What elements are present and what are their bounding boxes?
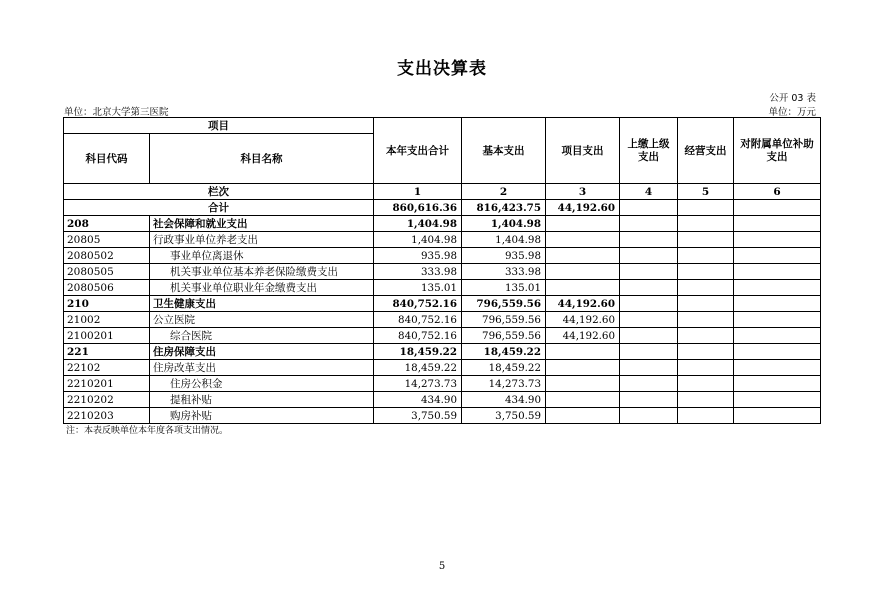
table-row (64, 328, 821, 344)
footnote: 注：本表反映单位本年度各项支出情况。 (66, 426, 229, 436)
row-name: 提租补贴 (150, 392, 374, 408)
expenditure-table (63, 117, 821, 424)
row-subsidy (734, 248, 821, 264)
row-name: 机关事业单位基本养老保险缴费支出 (150, 264, 374, 280)
row-basic: 434.90 (462, 392, 546, 408)
column-number: 4 (620, 184, 678, 200)
row-code: 210 (64, 296, 150, 312)
row-code: 2080505 (64, 264, 150, 280)
header-code: 科目代码 (64, 134, 150, 184)
row-basic: 135.01 (462, 280, 546, 296)
row-name: 住房保障支出 (150, 344, 374, 360)
row-upper (620, 232, 678, 248)
table-row (64, 216, 821, 232)
table-row (64, 280, 821, 296)
row-basic: 796,559.56 (462, 328, 546, 344)
page-title: 支出决算表 (397, 59, 487, 79)
row-subsidy (734, 312, 821, 328)
table-row (64, 264, 821, 280)
row-name: 购房补贴 (150, 408, 374, 424)
row-total: 135.01 (374, 280, 462, 296)
header-project: 项目支出 (546, 118, 620, 184)
row-subsidy (734, 408, 821, 424)
column-number: 2 (462, 184, 546, 200)
row-code: 21002 (64, 312, 150, 328)
row-upper (620, 360, 678, 376)
row-basic: 796,559.56 (462, 312, 546, 328)
total-upper (620, 200, 678, 216)
row-code: 22102 (64, 360, 150, 376)
row-total: 840,752.16 (374, 328, 462, 344)
row-business (678, 248, 734, 264)
row-code: 2210202 (64, 392, 150, 408)
column-number: 1 (374, 184, 462, 200)
row-basic: 18,459.22 (462, 360, 546, 376)
currency-unit: 单位：万元 (768, 107, 816, 118)
row-basic: 18,459.22 (462, 344, 546, 360)
column-number: 6 (734, 184, 821, 200)
row-subsidy (734, 296, 821, 312)
row-name: 住房改革支出 (150, 360, 374, 376)
row-total: 14,273.73 (374, 376, 462, 392)
table-code: 公开 03 表 (769, 93, 816, 104)
row-upper (620, 248, 678, 264)
row-total: 935.98 (374, 248, 462, 264)
row-project (546, 248, 620, 264)
total-row (64, 200, 821, 216)
row-basic: 935.98 (462, 248, 546, 264)
row-code: 20805 (64, 232, 150, 248)
row-business (678, 360, 734, 376)
row-total: 3,750.59 (374, 408, 462, 424)
page-number: 5 (438, 561, 446, 572)
total-business (678, 200, 734, 216)
row-name: 公立医院 (150, 312, 374, 328)
row-code: 2080506 (64, 280, 150, 296)
total-label: 合计 (64, 200, 374, 216)
row-code: 2210203 (64, 408, 150, 424)
row-project (546, 216, 620, 232)
row-business (678, 296, 734, 312)
row-total: 18,459.22 (374, 360, 462, 376)
header-upper: 上缴上级支出 (620, 118, 678, 184)
total-amount: 860,616.36 (374, 200, 462, 216)
row-upper (620, 408, 678, 424)
row-total: 840,752.16 (374, 312, 462, 328)
row-basic: 1,404.98 (462, 232, 546, 248)
table-row (64, 312, 821, 328)
row-subsidy (734, 376, 821, 392)
row-code: 221 (64, 344, 150, 360)
row-code: 2210201 (64, 376, 150, 392)
header-total: 本年支出合计 (374, 118, 462, 184)
row-subsidy (734, 232, 821, 248)
table-row (64, 376, 821, 392)
row-project (546, 376, 620, 392)
total-project: 44,192.60 (546, 200, 620, 216)
row-basic: 14,273.73 (462, 376, 546, 392)
row-subsidy (734, 360, 821, 376)
row-upper (620, 264, 678, 280)
table-row (64, 360, 821, 376)
column-number: 3 (546, 184, 620, 200)
total-basic: 816,423.75 (462, 200, 546, 216)
row-code: 2100201 (64, 328, 150, 344)
row-total: 333.98 (374, 264, 462, 280)
row-business (678, 392, 734, 408)
row-business (678, 216, 734, 232)
row-project (546, 360, 620, 376)
table-row (64, 392, 821, 408)
row-total: 840,752.16 (374, 296, 462, 312)
row-project (546, 344, 620, 360)
row-code: 208 (64, 216, 150, 232)
row-subsidy (734, 216, 821, 232)
row-name: 住房公积金 (150, 376, 374, 392)
row-upper (620, 344, 678, 360)
reporting-unit: 单位：北京大学第三医院 (64, 107, 169, 118)
header-basic: 基本支出 (462, 118, 546, 184)
row-project (546, 264, 620, 280)
row-basic: 1,404.98 (462, 216, 546, 232)
row-upper (620, 392, 678, 408)
row-business (678, 232, 734, 248)
row-subsidy (734, 328, 821, 344)
header-subsidy: 对附属单位补助支出 (734, 118, 821, 184)
row-subsidy (734, 280, 821, 296)
row-business (678, 408, 734, 424)
row-name: 行政事业单位养老支出 (150, 232, 374, 248)
row-subsidy (734, 392, 821, 408)
table-row (64, 408, 821, 424)
row-project: 44,192.60 (546, 312, 620, 328)
row-business (678, 280, 734, 296)
row-business (678, 344, 734, 360)
row-upper (620, 296, 678, 312)
row-project: 44,192.60 (546, 328, 620, 344)
row-project (546, 408, 620, 424)
row-business (678, 264, 734, 280)
table-row (64, 344, 821, 360)
row-basic: 333.98 (462, 264, 546, 280)
row-business (678, 312, 734, 328)
row-project (546, 280, 620, 296)
column-number-label: 栏次 (64, 184, 374, 200)
row-name: 卫生健康支出 (150, 296, 374, 312)
column-number-row (64, 184, 821, 200)
table-row (64, 296, 821, 312)
row-name: 事业单位离退休 (150, 248, 374, 264)
row-basic: 796,559.56 (462, 296, 546, 312)
row-project (546, 392, 620, 408)
column-number: 5 (678, 184, 734, 200)
row-total: 1,404.98 (374, 216, 462, 232)
row-upper (620, 312, 678, 328)
row-upper (620, 216, 678, 232)
header-item: 项目 (64, 118, 374, 134)
row-subsidy (734, 344, 821, 360)
row-name: 综合医院 (150, 328, 374, 344)
row-project (546, 232, 620, 248)
row-name: 机关事业单位职业年金缴费支出 (150, 280, 374, 296)
header-name: 科目名称 (150, 134, 374, 184)
row-code: 2080502 (64, 248, 150, 264)
header-business: 经营支出 (678, 118, 734, 184)
row-upper (620, 328, 678, 344)
total-subsidy (734, 200, 821, 216)
table-row (64, 248, 821, 264)
row-total: 1,404.98 (374, 232, 462, 248)
row-total: 434.90 (374, 392, 462, 408)
row-subsidy (734, 264, 821, 280)
row-project: 44,192.60 (546, 296, 620, 312)
row-upper (620, 376, 678, 392)
row-business (678, 376, 734, 392)
row-business (678, 328, 734, 344)
row-upper (620, 280, 678, 296)
table-row (64, 232, 821, 248)
row-basic: 3,750.59 (462, 408, 546, 424)
row-name: 社会保障和就业支出 (150, 216, 374, 232)
row-total: 18,459.22 (374, 344, 462, 360)
